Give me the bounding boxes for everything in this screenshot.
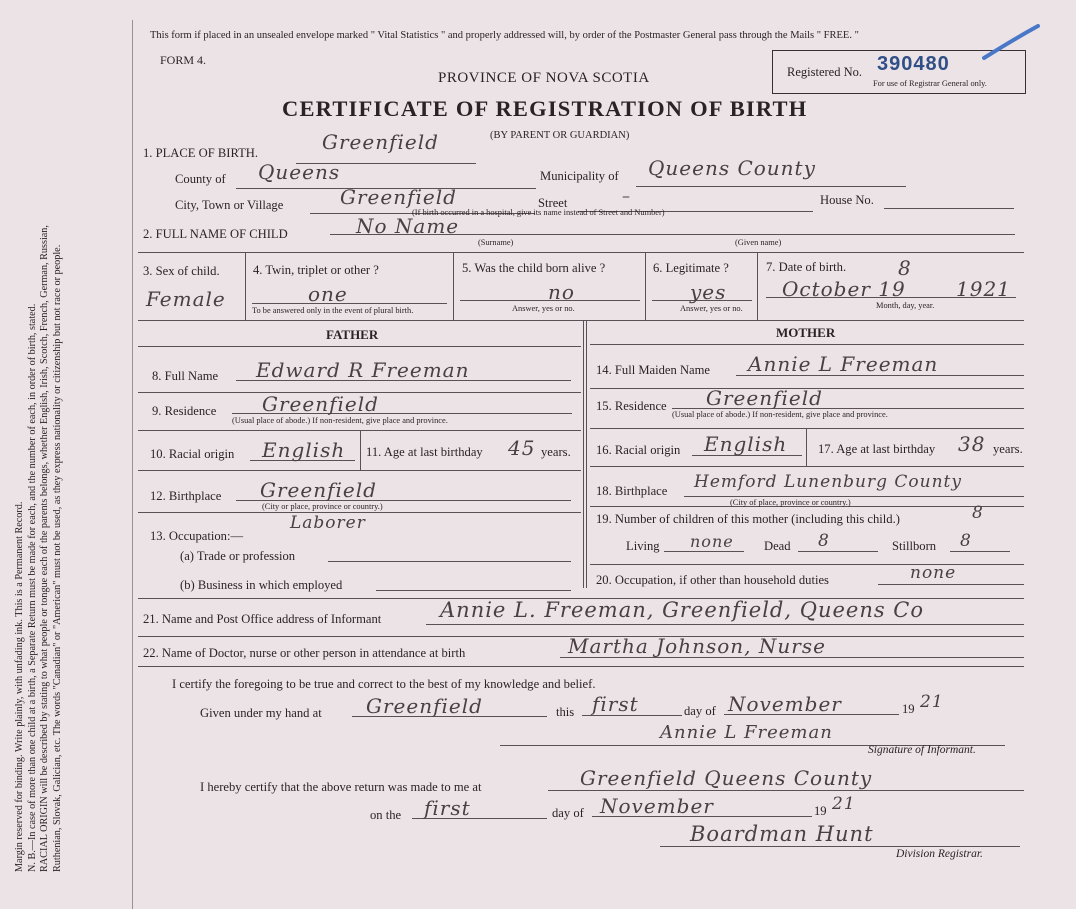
children-count-label: 19. Number of children of this mother (including this child.)	[596, 512, 900, 526]
rule	[138, 320, 1024, 321]
hereby-label: I hereby certify that the above return was made to me at	[200, 780, 482, 794]
rule	[878, 584, 1024, 585]
dead-label: Dead	[764, 539, 791, 553]
rule	[950, 551, 1010, 552]
side-note-4: Ruthenian, Slovak, Galician, etc. The words "Canadian" or "American" must not be used, as they express nationality or citizenship but not race or people.	[51, 244, 63, 872]
mother-name-label: 14. Full Maiden Name	[596, 363, 711, 377]
hospital-note: (If birth occurred in a hospital, give its name instead of Street and Number)	[412, 208, 665, 217]
mother-racial-label: 16. Racial origin	[596, 443, 681, 457]
blue-pen-mark	[982, 22, 1042, 62]
informant-signature: Annie L Freeman	[660, 722, 833, 743]
binding-margin-line	[132, 20, 133, 909]
city-entry: Greenfield	[340, 185, 457, 209]
father-residence-entry: Greenfield	[262, 392, 379, 416]
place-of-birth-label: 1. PLACE OF BIRTH.	[143, 146, 259, 160]
form-number: FORM 4.	[160, 53, 207, 67]
rule	[586, 320, 587, 588]
year-prefix-2: 19	[814, 804, 827, 818]
given-day-entry: first	[592, 692, 639, 716]
informant-entry: Annie L. Freeman, Greenfield, Queens Co	[440, 598, 925, 622]
given-name-note: (Given name)	[735, 238, 782, 247]
rule	[138, 470, 581, 471]
informant-label: 21. Name and Post Office address of Informant	[143, 612, 382, 626]
given-year-entry: 21	[920, 692, 944, 712]
father-age-entry: 45	[508, 436, 536, 460]
birth-year-entry: 1921	[956, 277, 1011, 301]
mother-age-label: 17. Age at last birthday	[818, 442, 936, 456]
rule	[138, 666, 1024, 667]
father-age-label: 11. Age at last birthday	[366, 445, 483, 459]
day-of-label: day of	[684, 704, 716, 718]
twin-note: To be answered only in the event of plural birth.	[252, 306, 414, 315]
rule	[636, 186, 906, 187]
given-at-entry: Greenfield	[366, 694, 483, 718]
rule	[590, 344, 1024, 345]
rule	[684, 496, 1024, 497]
county-label: County of	[175, 172, 226, 186]
birth-day-number: 8	[898, 256, 912, 280]
certify-statement: I certify the foregoing to be true and correct to the best of my knowledge and belief.	[172, 677, 596, 691]
mother-years-label: years.	[993, 442, 1023, 456]
house-number-label: House No.	[820, 193, 874, 207]
mother-birthplace-label: 18. Birthplace	[596, 484, 668, 498]
made-year-entry: 21	[832, 794, 856, 814]
rule	[583, 320, 584, 588]
rule	[376, 590, 571, 591]
rule	[806, 428, 807, 466]
rule	[664, 551, 744, 552]
rule	[660, 846, 1020, 847]
legitimate-note: Answer, yes or no.	[680, 304, 743, 313]
given-month-entry: November	[728, 692, 842, 716]
this-label: this	[556, 705, 575, 719]
father-years-label: years.	[541, 445, 571, 459]
father-heading: FATHER	[326, 327, 379, 342]
rule	[590, 564, 1024, 565]
stillborn-label: Stillborn	[892, 539, 937, 553]
father-racial-label: 10. Racial origin	[150, 447, 235, 461]
father-abode-note: (Usual place of abode.) If non-resident, give place and province.	[232, 416, 448, 425]
municipality-entry: Queens County	[648, 156, 816, 180]
registrar-use-note: For use of Registrar General only.	[873, 79, 987, 88]
rule	[757, 252, 758, 320]
side-note-3: RACIAL ORIGIN will be described by stating to what people or tongue each of the parents belongs, whether English, Irish, Scotch, French, German, Russian,	[39, 225, 51, 872]
rule	[245, 252, 246, 320]
father-birthplace-entry: Greenfield	[260, 478, 377, 502]
children-count-entry: 8	[972, 503, 984, 523]
mother-birthplace-entry: Hemford Lunenburg County	[694, 472, 962, 492]
legitimate-entry: yes	[690, 280, 727, 304]
rule	[548, 790, 1024, 791]
mother-abode-note: (Usual place of abode.) If non-resident, give place and province.	[672, 410, 888, 419]
mother-name-entry: Annie L Freeman	[748, 352, 939, 376]
county-entry: Queens	[258, 160, 341, 184]
made-day-entry: first	[424, 796, 471, 820]
rule	[138, 252, 1024, 253]
rule	[426, 624, 1024, 625]
born-alive-entry: no	[548, 280, 575, 304]
trade-label: (a) Trade or profession	[180, 549, 296, 563]
born-alive-note: Answer, yes or no.	[512, 304, 575, 313]
street-entry: –	[622, 186, 631, 205]
certificate-title: CERTIFICATE OF REGISTRATION OF BIRTH	[282, 96, 808, 121]
year-prefix: 19	[902, 702, 915, 716]
day-of-label-2: day of	[552, 806, 584, 820]
mother-age-entry: 38	[958, 432, 986, 456]
stillborn-entry: 8	[960, 531, 972, 551]
attendant-label: 22. Name of Doctor, nurse or other person in attendance at birth	[143, 646, 466, 660]
twin-entry: one	[308, 282, 348, 306]
mother-heading: MOTHER	[776, 325, 836, 340]
birth-month-day-entry: October 19	[782, 277, 906, 301]
place-of-birth-entry: Greenfield	[322, 130, 439, 154]
rule	[138, 346, 581, 347]
mother-residence-entry: Greenfield	[706, 386, 823, 410]
side-note-1: Margin reserved for binding. Write plainly, with unfading ink. This is a Permanent Record.	[14, 501, 25, 872]
born-alive-label: 5. Was the child born alive ?	[462, 261, 606, 275]
sex-label: 3. Sex of child.	[143, 264, 220, 278]
rule	[252, 303, 447, 304]
mother-racial-entry: English	[704, 432, 788, 456]
rule	[645, 252, 646, 320]
division-registrar-label: Division Registrar.	[896, 848, 983, 860]
father-name-label: 8. Full Name	[152, 369, 219, 383]
mother-occupation-entry: none	[910, 563, 957, 583]
rule	[884, 208, 1014, 209]
made-at-entry: Greenfield Queens County	[580, 766, 873, 790]
living-label: Living	[626, 539, 660, 553]
child-name-label: 2. FULL NAME OF CHILD	[143, 227, 288, 241]
mother-residence-label: 15. Residence	[596, 399, 667, 413]
certificate-subtitle: (BY PARENT OR GUARDIAN)	[490, 130, 630, 141]
father-birthplace-label: 12. Birthplace	[150, 489, 222, 503]
city-town-village-label: City, Town or Village	[175, 198, 284, 212]
father-city-note: (City or place, province or country.)	[262, 502, 383, 511]
registrar-signature: Boardman Hunt	[690, 822, 874, 846]
made-month-entry: November	[600, 794, 714, 818]
rule	[328, 561, 571, 562]
municipality-label: Municipality of	[540, 169, 619, 183]
on-the-label: on the	[370, 808, 402, 822]
street-label: Street	[538, 196, 568, 210]
given-under-label: Given under my hand at	[200, 706, 322, 720]
father-residence-label: 9. Residence	[152, 404, 217, 418]
dead-entry: 8	[818, 531, 830, 551]
side-margin-notes	[0, 0, 132, 909]
sex-entry: Female	[146, 287, 226, 311]
registered-number: 390480	[877, 53, 950, 75]
father-name-entry: Edward R Freeman	[256, 358, 470, 382]
registered-label: Registered No.	[787, 65, 862, 79]
signature-informant-label: Signature of Informant.	[868, 744, 976, 756]
rule	[590, 428, 1024, 429]
date-format-note: Month, day, year.	[876, 301, 935, 310]
rule	[798, 551, 878, 552]
side-note-2: N. B.—In case of more than one child at a birth, a Separate Return must be made for each, and the number of each, in order of birth, stated.	[26, 303, 38, 872]
business-label: (b) Business in which employed	[180, 578, 343, 592]
rule	[360, 430, 361, 470]
rule	[453, 252, 454, 320]
child-name-entry: No Name	[356, 214, 460, 238]
surname-note: (Surname)	[478, 238, 514, 247]
date-of-birth-label: 7. Date of birth.	[766, 260, 847, 274]
province-heading: PROVINCE OF NOVA SCOTIA	[438, 70, 650, 86]
rule	[590, 466, 1024, 467]
attendant-entry: Martha Johnson, Nurse	[568, 634, 826, 658]
mother-city-note: (City of place, province or country.)	[730, 498, 851, 507]
father-occupation-entry: Laborer	[290, 513, 366, 533]
legitimate-label: 6. Legitimate ?	[653, 261, 729, 275]
mail-notice: This form if placed in an unsealed envelope marked " Vital Statistics " and properly addressed will, by order of the Postmaster General pass through the Mails " FREE. "	[150, 30, 859, 41]
twin-label: 4. Twin, triplet or other ?	[253, 263, 379, 277]
father-racial-entry: English	[262, 438, 346, 462]
mother-occupation-label: 20. Occupation, if other than household duties	[596, 573, 829, 587]
living-entry: none	[690, 532, 734, 551]
father-occupation-label: 13. Occupation:—	[150, 529, 244, 543]
